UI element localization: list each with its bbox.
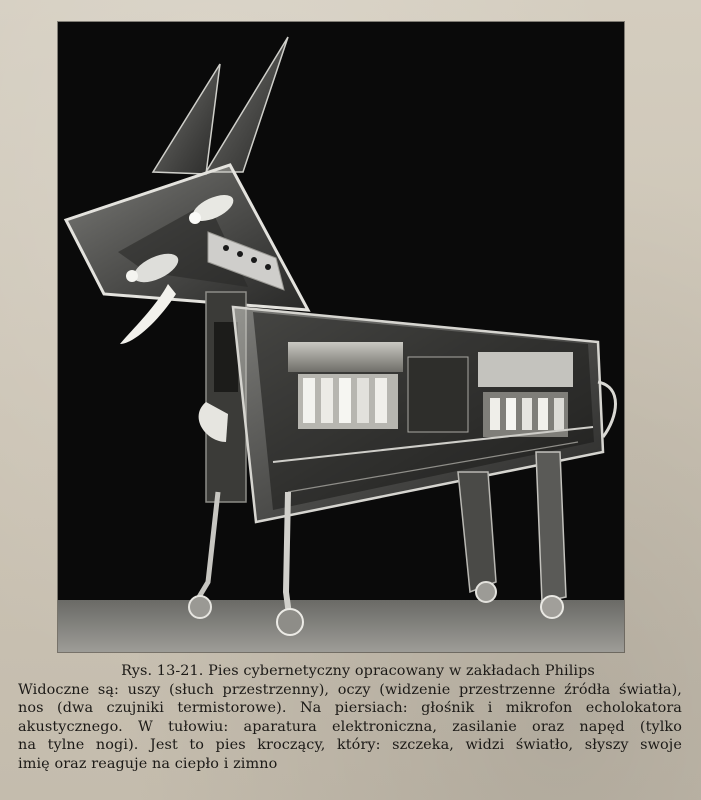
front-left-wheel [189, 596, 211, 618]
caption-line: imię oraz reaguje na ciepło i zimno [18, 755, 278, 772]
caption-line: nos (dwa czujniki termistorowe). Na piersiach: głośnik i mikrofon echolokatora [18, 700, 682, 717]
floor [58, 600, 624, 652]
caption-title: Rys. 13-21. Pies cybernetyczny opracowany w zakładach Philips [121, 663, 595, 679]
photo-illustration [58, 22, 624, 652]
electronics-module [288, 342, 403, 372]
front-right-wheel [277, 609, 303, 635]
front-right-leg [286, 492, 290, 622]
figure-caption [18, 662, 682, 774]
cybernetic-dog-photo [58, 22, 624, 652]
caption-line: Widoczne są: uszy (słuch przestrzenny), oczy (widzenie przestrzenne źródła światła), [18, 681, 682, 698]
hind-right-leg [536, 452, 566, 602]
caption-line: na tylne nogi). Jest to pies kroczący, który: szczeka, widzi światło, słyszy swoje [18, 737, 682, 754]
caption-line: akustycznego. W tułowiu: aparatura elektroniczna, zasilanie oraz napęd (tylko [18, 718, 682, 735]
